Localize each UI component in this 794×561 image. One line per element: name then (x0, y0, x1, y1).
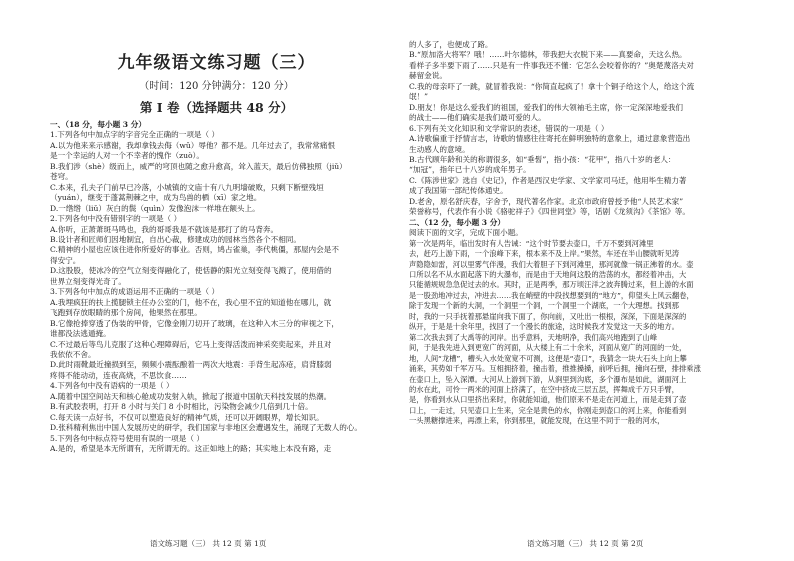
passage-line: 的水在此，可怜一两米的河面上挤满了，在空中挤成三层五层，挥舞成千万只手臂， (409, 384, 679, 394)
page-footer: 语文练习题（三） 共 12 页 第 1页 (150, 539, 267, 548)
reading-instruction: 阅读下面的文字，完成下面小题。 (409, 228, 523, 238)
text-line: 我依依不舍。 (50, 349, 96, 359)
text-line: B.“原加洛大将军？哦！……叶尔德林，带我把大衣脱下来——真要命，天这么热。 (409, 50, 687, 60)
page-2 (397, 0, 794, 561)
passage-line: 时，我的一只手抚着那悬崖向我下面了，你向前，又吐出一根根，深深，下面是深深的 (409, 311, 687, 321)
text-line: D.一绺绺（liǔ）灰白的鬓（quìn）发像泡沫一样堆在额头上。 (50, 203, 260, 213)
passage-line: 是，你看到水从口里挤出来时，你就能知道，他们原来不是走在河道上，而是走到了壶 (409, 395, 687, 405)
text-line: A.随着中国空间站天和核心舱成功发射入轨，掀起了报道中国航天科技发展的热潮。 (50, 391, 332, 401)
text-line: “加冠”，指年已十八岁的成年男子。 (409, 165, 531, 175)
text-line: C.每天读一点好书，不仅可以塑造良好的精神气质，还可以开阔眼界，增长知识。 (50, 412, 324, 422)
text-line: 一、（18 分，每小题 3 分） (50, 120, 146, 129)
left-text-block (50, 120, 383, 455)
text-line: A.诗歌偏重于抒情言志，诗歌的情感往往寄托在鲜明独特的意象上，通过意象营造出 (409, 134, 691, 144)
passage-line: 口上，一走过，只见壶口上生来，完全是黄色的水，你刚走到壶口的河上来，你能看到 (409, 405, 687, 415)
exam-title: 九年级语文练习题（三） (117, 53, 316, 73)
right-text-block (409, 40, 762, 239)
passage-line: 声隐隐如雷，河以里雾气伴漫，我们大着胆子下到河滩里，那河就像一锅正沸着的水。壶 (409, 259, 694, 269)
text-line: C.《陈涉世家》选自《史记》，作者是西汉史学家、文学家司马迁，他用毕生精力著 (409, 175, 687, 185)
text-line: A.你听，正萧萧斑马鸣也，我的哥哥我是不就该是那打了的马背奔。 (50, 224, 279, 234)
question-5: 5.下列各句中标点符号使用有误的一项是（ ） (50, 433, 204, 443)
text-line: B.它像抢捧穿透了伪装的甲骨，它像金刚刀切开了玻璃，在这种入木三分的审视之下， (50, 318, 339, 328)
text-line: 世界立刻变得光奇了。 (50, 276, 126, 286)
text-line: 是一个幸运的人对一个不幸者的愧作（zuò）。 (50, 151, 204, 161)
text-line: 看样子多半要下雨了……只是有一件事我还不懂：它怎么会咬着你的？”奥楚蔑洛夫对 (409, 60, 694, 70)
text-line: 疼得不能动动，连夜高烧，不思饮食…… (50, 370, 187, 380)
text-line: A.我埋疯狂的扶上揽腿锁主任办公室的门，他不在，我心里不宜的知道他在哪儿，就 (50, 297, 332, 307)
text-line: C.我的母亲吓了一跳，就冒着我说：“你简直起疯了！拿十个铜子给这个人，给这个流 (409, 81, 695, 91)
text-line: 氓！” (409, 92, 429, 102)
passage-line: 口所以名不从水面起落下的大瀑布，而是由于天地间这股的浩荡的水，都经着冲击，大 (409, 269, 687, 279)
question-4: 4.下列各句中没有语病的一项是（ ） (50, 381, 174, 391)
text-line: A.以为他来来示感谢，我却拿钱去侮（wǔ）辱他？都不是。几年过去了，我常常痛恨 (50, 140, 336, 150)
passage-line: 纵开，于是是十余年里，找回了一个漫长的旅途，这时候我才发觉这一天多的地方。 (409, 322, 679, 332)
passage-line: 涌来，其势如千军万马。互相拥挤着，撞击着，推推搡搡，前呼后拥，撞向石壁，排排乘涨 (409, 364, 701, 374)
text-line: B.设计者和匠师们因地制宜，自出心裁，修建成功的园林当然各个不相同。 (50, 234, 301, 244)
text-line: D.朋友！你是这么爱我们的祖国，爱我们的伟大领袖毛主席，你一定深深地爱我们 (409, 102, 684, 112)
text-line: B.有武胶表明，打开 8 小时与关门 8 小时相比，污染物会减少几倍到几十倍。 (50, 402, 313, 412)
text-line: C.精神的小屋也应该住进你所爱好的事业。否则，鸠占雀巢，李代桃僵，那屋内会是不 (50, 245, 339, 255)
question-6: 6.下列有关文化知识和文学常识的表述，错误的一项是（ ） (409, 123, 609, 133)
exam-time-score: （时间：120 分钟满分：120 分） (139, 81, 294, 92)
passage-line: 地，人间“龙槽”，槽头入水处宽宽不可测，这便是“壶口”，我猜念一块大石头上向上攀 (409, 353, 687, 363)
text-line: 荣誉称号，代表作有小说《骆驼祥子》《四世同堂》等，话剧《龙须沟》《茶馆》等。 (409, 207, 690, 217)
text-line: 得安宁。 (50, 255, 81, 265)
section-heading: 第 I 卷（选择题共 48 分） (139, 100, 294, 115)
text-line: D.张科精利焦出中国人发展历史的研学，我们国家与非地区会遭遇发生，涌现了无数人的心。 (50, 423, 362, 433)
question-1: 1.下列各句中加点字的字音完全正确的一项是（ ） (50, 130, 220, 140)
text-line: 飞跑到存放眼睛的那个房间，他果然在那里。 (50, 308, 202, 318)
text-line: D.这股股，使冰冷的空气立刻变得融化了，使恬静的阳光立刻变得飞溅了，使用借的 (50, 266, 332, 276)
text-line: 生动感人的意境。 (409, 144, 470, 154)
passage-line: 一头黑糖撑进来，再漂上来，你到那里，就能发现，在这里不同于一般的河水， (409, 416, 665, 426)
text-line: 赫留金说。 (409, 71, 447, 81)
question-2: 2.下列各句中没有错别字的一项是（ ） (50, 214, 182, 224)
text-line: B.古代顾年龄和关的称谓很多，如“垂髫”，指小孩：“花甲”，指八十岁的老人： (409, 154, 676, 164)
text-line: 的人多了，也便成了路。 (409, 40, 493, 49)
text-line: C.本来，孔夫子门前早已冷落，小城镇的文庙十有八九明墙破败，只剩下断壁残垣 (50, 182, 324, 192)
text-line: 谁都没法逃遁掩。 (50, 329, 111, 339)
text-line: B.我们涉（shè）级而上，威严的穹顶也随之愈升愈高，耸入蓝天，最后仿佛独照（jiǔ） (50, 161, 347, 171)
page-footer: 语文练习题（三） 共 12 页 第 2页 (527, 539, 644, 548)
passage-line: 第二次我去到了大禹等的河岸。出乎意料，天地明净，我们高兴地跑到了山峰 (409, 332, 658, 342)
passage-line: 只能循规规急急促过去的水。其时，正是两季，那万顷汪洋之波奔腾过来，但上游的水面 (409, 280, 694, 290)
passage-line: 除于发现一个新的大洞，一个洞里一个洞，一个洞里一个湖底，一个大理想。找到那 (409, 301, 679, 311)
text-line: 的战士——他们确实是我们最可爱的人。 (409, 113, 546, 123)
text-line: D.此时雨靴最近撞损到至，频频小震酝酿着一两次大地震：手背生起冻疮，肩背膝弱 (50, 360, 332, 370)
text-line: （yuán），继变于蓬蒿荆棘之中，成为鸟兽的栖（xī）家之地。 (50, 193, 262, 203)
text-line: 苍穹。 (50, 172, 73, 182)
passage-line: 第一次是两年，临出发时有人告诫：“这个时节要去壶口，千万不要到河滩里 (409, 238, 654, 248)
passage-line: 是一股劲地冲过去，冲进去……我在峭壁的中段找想要到的“地方”，仰望头上风云翻卷， (409, 290, 694, 300)
text-line: A.是的，希望是本无所谓有，无所谓无的。这正如地上的路；其实地上本没有路，走 (50, 444, 332, 454)
text-line: D.老舍，原名舒庆春，字舍予，现代著名作家。北京市政府曾授予他“人民艺术家” (409, 196, 684, 206)
section-two-heading: 二、（12 分，每小题 3 分） (409, 217, 505, 227)
passage-line: 间，于是我先进入到更宽广的河面，从大楼上有二十余米，河面从宽广的河面的一处， (409, 343, 687, 353)
question-3: 3.下列各句中加点的成语运用不正确的一项是（ ） (50, 287, 220, 297)
text-line: 成了我国第一部纪传体通史。 (409, 186, 508, 196)
passage-line: 去，赶巧上游下雨，一个浪峰下来，根本来不及上岸。”果然，车还在半山腰就听见涛 (409, 249, 680, 259)
text-line: C.不过最后等鸟儿克服了这种心理障碍后，它马上变得活泼而神采奕奕起来，并且对 (50, 339, 332, 349)
reading-passage (409, 239, 762, 427)
passage-line: 在壶口上，坠入深潭。大河从上游到下游，从涧里到沟底，多个瀑布是如此，湖面河上 (409, 374, 687, 384)
